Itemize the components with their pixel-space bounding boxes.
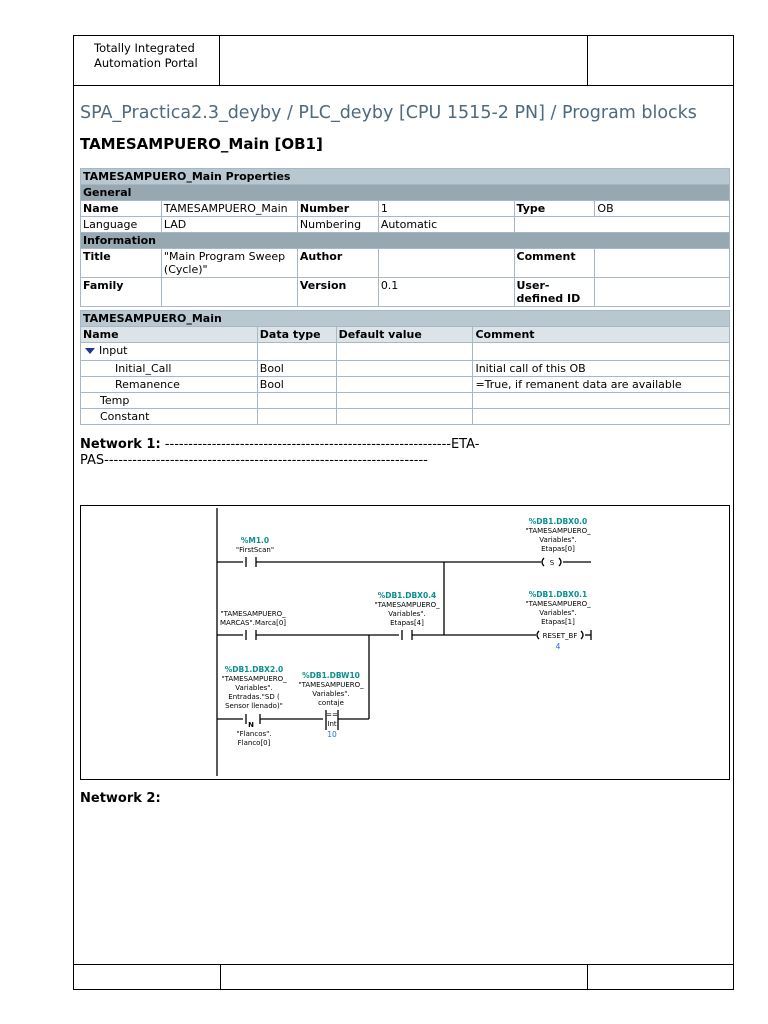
general-section: General	[81, 185, 730, 201]
row-name: Remanence	[81, 377, 258, 393]
author-label: Author	[297, 249, 378, 278]
author-value	[378, 249, 514, 278]
numbering-value: Automatic	[378, 217, 514, 233]
comment-label: Comment	[514, 249, 595, 278]
c4-name: Variables".	[235, 684, 273, 692]
coil1-name: Etapas[0]	[541, 545, 575, 553]
col-header-name: Name	[81, 327, 258, 343]
name-label: Name	[81, 201, 162, 217]
ladder-network-1	[80, 505, 730, 780]
row-comment: =True, if remanent data are available	[473, 377, 730, 393]
block-title: TAMESAMPUERO_Main [OB1]	[80, 135, 323, 153]
c4-name: "TAMESAMPUERO_	[221, 675, 287, 683]
cmp-name: "TAMESAMPUERO_	[298, 681, 364, 689]
input-section[interactable]: Input	[81, 343, 258, 361]
network2-title: Network 2:	[80, 791, 161, 806]
type-value: OB	[595, 201, 730, 217]
coil1-address: %DB1.DBX0.0	[528, 517, 588, 526]
properties-title: TAMESAMPUERO_Main Properties	[81, 169, 730, 185]
number-value: 1	[378, 201, 514, 217]
reset-bf-symbol: RESET_BF	[542, 632, 578, 640]
header-divider	[587, 36, 588, 85]
cmp-name: contaje	[318, 699, 344, 707]
col-header-comment: Comment	[473, 327, 730, 343]
userid-label: User-defined ID	[514, 278, 595, 307]
project-path: SPA_Practica2.3_deyby / PLC_deyby [CPU 1515-2 PN] / Program blocks	[80, 103, 697, 123]
type-label: Type	[514, 201, 595, 217]
comment-value	[595, 249, 730, 278]
network1-title: Network 1: -------------------------------------------------------------ETA- PAS---------------------------------------------------------------------	[80, 437, 480, 468]
collapse-triangle-icon[interactable]	[85, 348, 95, 354]
row-default	[336, 361, 473, 377]
page-footer	[74, 964, 733, 989]
col-header-datatype: Data type	[257, 327, 336, 343]
coil-set-symbol: S	[549, 559, 555, 567]
name-value: TAMESAMPUERO_Main	[161, 201, 297, 217]
version-value: 0.1	[378, 278, 514, 307]
page-header	[74, 36, 733, 86]
c3-name: "TAMESAMPUERO_	[374, 601, 440, 609]
cmp-address: %DB1.DBW10	[302, 671, 360, 680]
c4-edge-memory: "Flancos".	[236, 730, 272, 738]
neg-edge-symbol: N	[248, 721, 254, 729]
c2-name: MARCAS".Marca[0]	[219, 619, 287, 627]
col-header-default: Default value	[336, 327, 473, 343]
coil1-name: Variables".	[539, 536, 577, 544]
coil2-name: "TAMESAMPUERO_	[525, 600, 591, 608]
userid-value	[595, 278, 730, 307]
row-type: Bool	[257, 377, 336, 393]
c3-address: %DB1.DBX0.4	[377, 591, 437, 600]
empty-cell	[514, 217, 730, 233]
coil2-name: Etapas[1]	[541, 618, 575, 626]
cmp-type: Int	[327, 720, 337, 728]
cmp-value: 10	[327, 730, 337, 739]
interface-table	[80, 310, 730, 425]
language-value: LAD	[161, 217, 297, 233]
row-default	[336, 377, 473, 393]
title-value: "Main Program Sweep (Cycle)"	[161, 249, 297, 278]
c4-edge-memory: Flanco[0]	[237, 739, 271, 747]
c4-name: Entradas."SD (	[228, 693, 280, 701]
coil2-name: Variables".	[539, 609, 577, 617]
c1-name: "FirstScan"	[235, 546, 275, 554]
cmp-name: Variables".	[312, 690, 350, 698]
coil2-address: %DB1.DBX0.1	[528, 590, 588, 599]
version-label: Version	[297, 278, 378, 307]
coil1-name: "TAMESAMPUERO_	[525, 527, 591, 535]
c2-name: "TAMESAMPUERO_	[220, 610, 286, 618]
constant-section: Constant	[81, 409, 258, 425]
c3-name: Etapas[4]	[390, 619, 424, 627]
title-label: Title	[81, 249, 162, 278]
number-label: Number	[297, 201, 378, 217]
c3-name: Variables".	[388, 610, 426, 618]
ladder-diagram	[81, 506, 731, 781]
family-value	[161, 278, 297, 307]
footer-divider	[587, 965, 588, 989]
c1-address: %M1.0	[240, 536, 270, 545]
family-label: Family	[81, 278, 162, 307]
language-label: Language	[81, 217, 162, 233]
interface-title: TAMESAMPUERO_Main	[81, 311, 730, 327]
temp-section: Temp	[81, 393, 258, 409]
properties-table	[80, 168, 730, 307]
c4-address: %DB1.DBX2.0	[224, 665, 284, 674]
row-name: Initial_Call	[81, 361, 258, 377]
information-section: Information	[81, 233, 730, 249]
app-name: Totally Integrated Automation Portal	[74, 36, 220, 85]
row-comment: Initial call of this OB	[473, 361, 730, 377]
reset-bf-param: 4	[555, 642, 561, 651]
cmp-op: ==	[326, 711, 338, 719]
footer-divider	[220, 965, 221, 989]
c4-name: Sensor llenado)"	[225, 702, 283, 710]
row-type: Bool	[257, 361, 336, 377]
numbering-label: Numbering	[297, 217, 378, 233]
